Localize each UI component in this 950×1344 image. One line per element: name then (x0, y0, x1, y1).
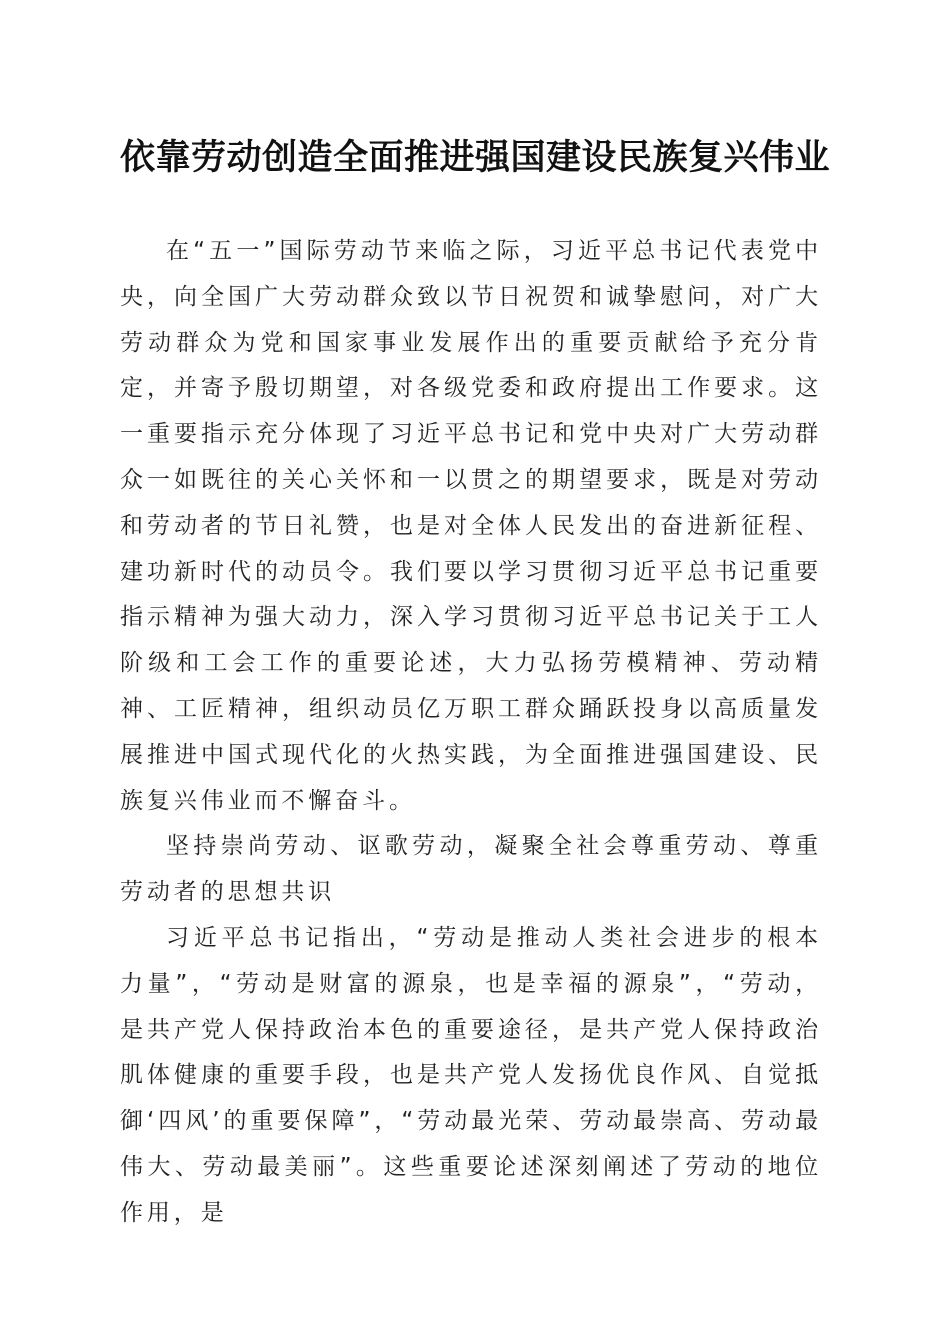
paragraph-intro: 在“五一”国际劳动节来临之际，习近平总书记代表党中央，向全国广大劳动群众致以节日祝贺和诚挚慰问，对广大劳动群众为党和国家事业发展作出的重要贡献给予充分肯定，并寄予殷切期望，对各级党委和政府提出工作要求。这一重要指示充分体现了习近平总书记和党中央对广大劳动群众一如既往的关心关怀和一以贯之的期望要求，既是对劳动和劳动者的节日礼赞，也是对全体人民发出的奋进新征程、建功新时代的动员令。我们要以学习贯彻习近平总书记重要指示精神为强大动力，深入学习贯彻习近平总书记关于工人阶级和工会工作的重要论述，大力弘扬劳模精神、劳动精神、工匠精神，组织动员亿万职工群众踊跃投身以高质量发展推进中国式现代化的火热实践，为全面推进强国建设、民族复兴伟业而不懈奋斗。 (120, 238, 822, 814)
paragraph-quotes: 习近平总书记指出，“劳动是推动人类社会进步的根本力量”，“劳动是财富的源泉，也是幸福的源泉”，“劳动，是共产党人保持政治本色的重要途径，是共产党人保持政治肌体健康的重要手段，也是共产党人发扬优良作风、自觉抵御‘四风’的重要保障”，“劳动最光荣、劳动最崇高、劳动最伟大、劳动最美丽”。这些重要论述深刻阐述了劳动的地位作用，是 (120, 924, 822, 1226)
document-title: 依靠劳动创造全面推进强国建设民族复兴伟业 (119, 137, 830, 178)
paragraph-section-heading: 坚持崇尚劳动、讴歌劳动，凝聚全社会尊重劳动、尊重劳动者的思想共识 (120, 833, 822, 906)
document-body (120, 229, 822, 1237)
